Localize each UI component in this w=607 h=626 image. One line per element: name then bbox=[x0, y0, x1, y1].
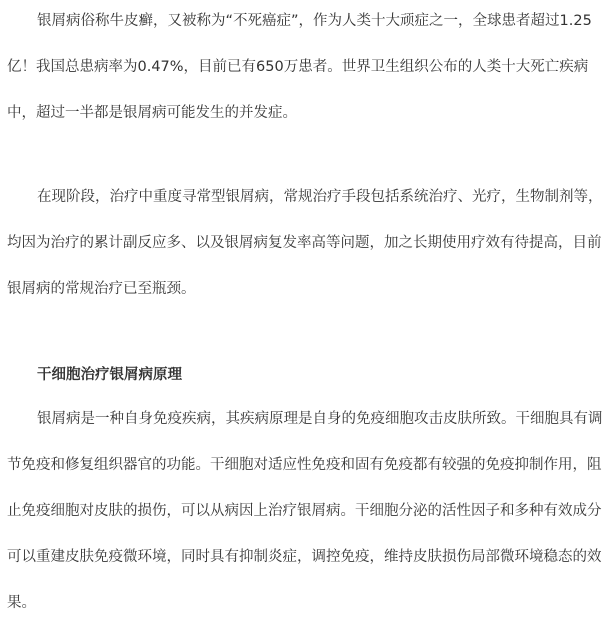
stem-cell-principle-paragraph: 银屑病是一种自身免疫疾病，其疾病原理是自身的免疫细胞攻击皮肤所致。干细胞具有调节免疫和修复组织器官的功能。干细胞对适应性免疫和固有免疫都有较强的免疫抑制作用，阻止免疫细胞对皮肤的损伤，可以从病因上治疗银屑病。干细胞分泌的活性因子和多种有效成分可以重建皮肤免疫微环境，同时具有抑制炎症，调控免疫，维持皮肤损伤局部微环境稳态的效果。 bbox=[7, 411, 603, 611]
intro-paragraph: 银屑病俗称牛皮癣，又被称为“不死癌症”，作为人类十大顽症之一，全球患者超过1.25亿！我国总患病率为0.47%，目前已有650万患者。世界卫生组织公布的人类十大死亡疾病中，超过一半都是银屑病可能发生的并发症。 bbox=[7, 13, 592, 121]
treatment-status-paragraph: 在现阶段，治疗中重度寻常型银屑病，常规治疗手段包括系统治疗、光疗，生物制剂等，均因为治疗的累计副反应多、以及银屑病复发率高等问题，加之长期使用疗效有待提高，目前银屑病的常规治疗已至瓶颈。 bbox=[7, 189, 603, 297]
section-heading: 干细胞治疗银屑病原理 bbox=[37, 367, 182, 383]
